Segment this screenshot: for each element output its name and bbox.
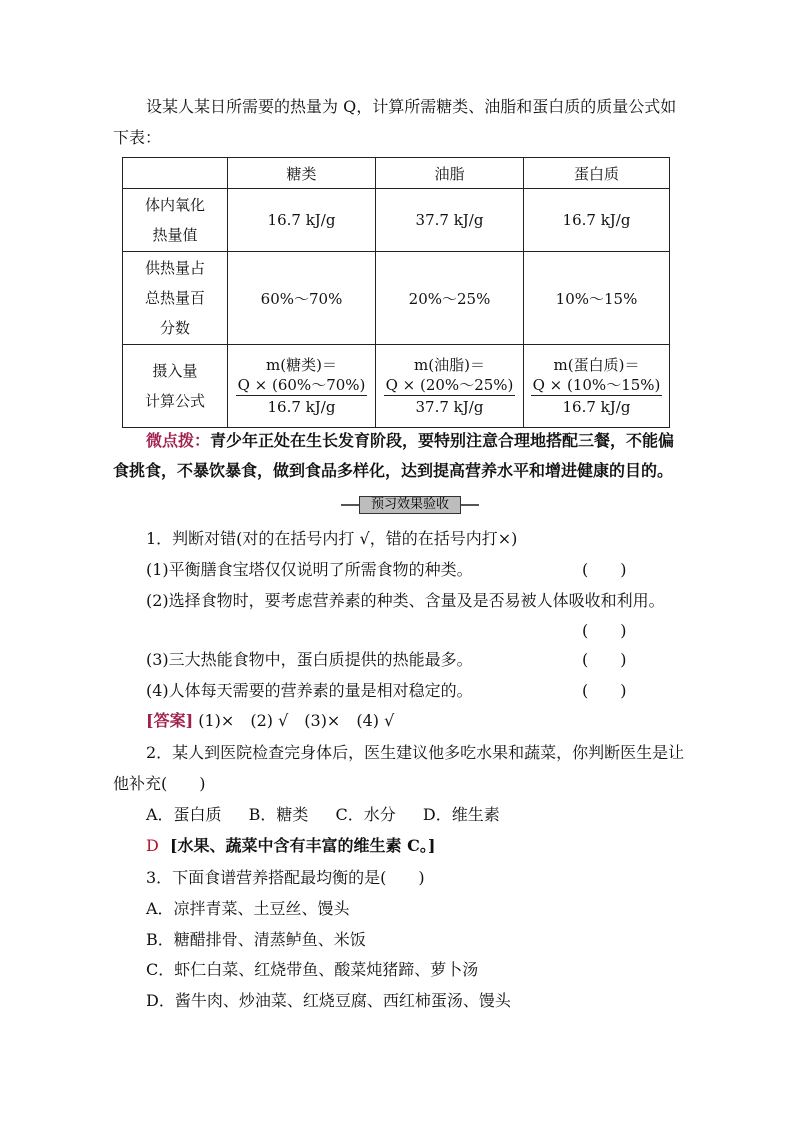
row-label-heat-value: 体内氧化 热量值 (123, 189, 228, 252)
question-3-option-d: D．酱牛肉、炒油菜、红烧豆腐、西红柿蛋汤、馒头 (146, 991, 511, 1010)
table-cell: 16.7 kJ/g (524, 189, 670, 252)
question-3-stem: 3．下面食谱营养搭配最均衡的是( ) (146, 868, 425, 887)
tip-text-1: 青少年正处在生长发育阶段，要特别注意合理地搭配三餐，不能偏 (210, 431, 675, 450)
answer-key: D (146, 836, 159, 855)
option-a: A．蛋白质 (146, 805, 222, 824)
formula-cell-sugar (228, 345, 376, 428)
formula: m(蛋白质)＝ Q × (10%～15%) 16.7 kJ/g (532, 355, 661, 416)
answer-paren-2: ( ) (582, 621, 627, 640)
answer-paren-4: ( ) (582, 681, 627, 700)
option-b: B．糖类 (248, 805, 309, 824)
answer-text: (1)× (2) √ (3)× (4) √ (198, 711, 395, 730)
section-banner (341, 496, 479, 514)
question-2-stem-1: 2．某人到医院检查完身体后，医生建议他多吃水果和蔬菜，你判断医生是让 (146, 743, 685, 762)
question-1-item-1: (1)平衡膳食宝塔仅仅说明了所需食物的种类。 (146, 560, 473, 579)
tip-label: 微点拨： (146, 431, 211, 450)
answer-label: [答案] (146, 711, 194, 730)
question-2-options (146, 805, 522, 825)
table-corner-cell (123, 158, 228, 189)
question-1-item-3: (3)三大热能食物中，蛋白质提供的热能最多。 (146, 650, 473, 669)
table-row (123, 252, 670, 345)
table-row (123, 189, 670, 252)
option-d: D．维生素 (422, 805, 500, 824)
option-c: C．水分 (335, 805, 396, 824)
question-1-stem: 1．判断对错(对的在括号内打 √，错的在括号内打×) (146, 529, 518, 548)
question-3-option-b: B．糖醋排骨、清蒸鲈鱼、米饭 (146, 930, 366, 949)
formula-cell-fat (376, 345, 524, 428)
question-2-stem-2: 他补充( ) (113, 774, 206, 793)
tip-line-2: 食挑食，不暴饮暴食，做到食品多样化，达到提高营养水平和增进健康的目的。 (113, 461, 674, 480)
nutrient-table (122, 157, 670, 428)
row-label-formula: 摄入量 计算公式 (123, 345, 228, 428)
header-sugar: 糖类 (228, 158, 376, 189)
header-protein: 蛋白质 (524, 158, 670, 189)
intro-line-2: 下表： (113, 128, 162, 147)
answer-paren-3: ( ) (582, 650, 627, 669)
row-label-percentage: 供热量占 总热量百 分数 (123, 252, 228, 345)
table-row (123, 345, 670, 428)
table-cell: 10%～15% (524, 252, 670, 345)
question-3-option-a: A．凉拌青菜、土豆丝、馒头 (146, 899, 350, 918)
table-cell: 20%～25% (376, 252, 524, 345)
formula: m(糖类)＝ Q × (60%～70%) 16.7 kJ/g (237, 355, 366, 416)
formula-cell-protein (524, 345, 670, 428)
table-cell: 16.7 kJ/g (228, 189, 376, 252)
question-3-option-c: C．虾仁白菜、红烧带鱼、酸菜炖猪蹄、萝卜汤 (146, 960, 479, 979)
table-cell: 37.7 kJ/g (376, 189, 524, 252)
tip-line-1 (146, 431, 674, 451)
table-header-row (123, 158, 670, 189)
question-1-item-4: (4)人体每天需要的营养素的量是相对稳定的。 (146, 681, 473, 700)
answer-explanation: [水果、蔬菜中含有丰富的维生素 C。] (169, 836, 436, 855)
table-cell: 60%～70% (228, 252, 376, 345)
question-2-answer (146, 836, 435, 856)
banner-title: 预习效果验收 (359, 496, 461, 514)
formula: m(油脂)＝ Q × (20%～25%) 37.7 kJ/g (385, 355, 514, 416)
intro-line-1: 设某人某日所需要的热量为 Q，计算所需糖类、油脂和蛋白质的质量公式如 (146, 97, 677, 116)
question-1-answer (146, 711, 394, 731)
question-1-item-2: (2)选择食物时，要考虑营养素的种类、含量及是否易被人体吸收和利用。 (146, 591, 665, 610)
header-fat: 油脂 (376, 158, 524, 189)
answer-paren-1: ( ) (582, 560, 627, 579)
